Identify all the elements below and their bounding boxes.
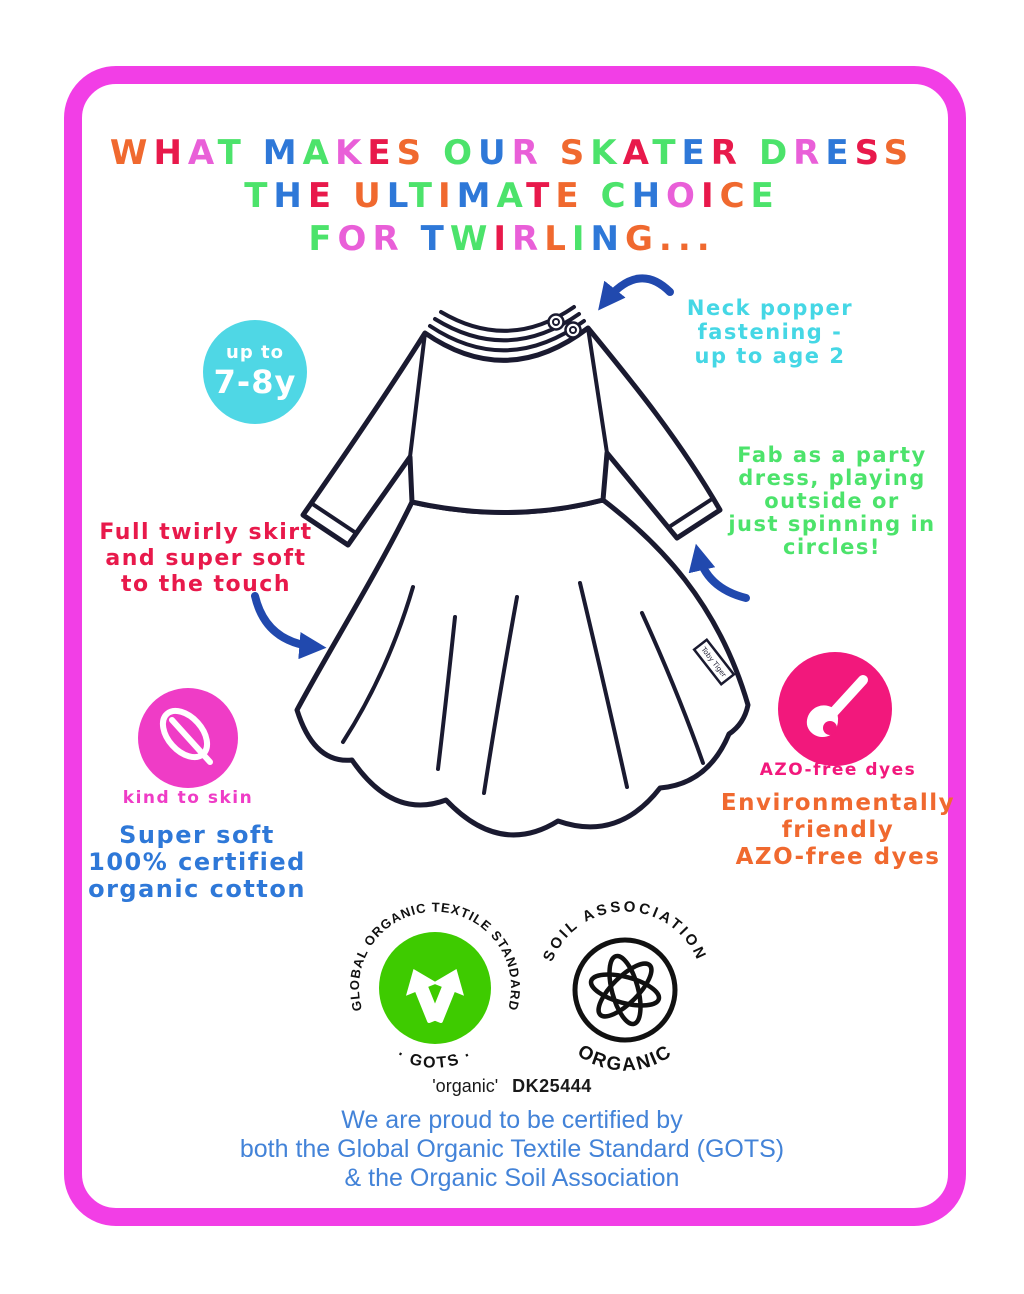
- neck-popper-note: Neck popper fastening - up to age 2: [686, 296, 854, 368]
- gots-ring-text: GLOBAL ORGANIC TEXTILE STANDARD: [346, 899, 524, 1013]
- organic-cotton-note: Super soft 100% certified organic cotton: [88, 821, 306, 903]
- page-title: [0, 132, 1024, 261]
- dress-tag-label: Toby Tiger: [699, 645, 728, 679]
- age-badge-upto: up to: [226, 342, 284, 363]
- azo-free-label: AZO-free dyes: [759, 760, 917, 780]
- twirly-skirt-note: Full twirly skirt and super soft to the touch: [99, 520, 313, 597]
- soil-bottom-text: ORGANIC: [573, 1040, 677, 1076]
- soil-knot-circle: [575, 940, 675, 1040]
- dress-bodice: [303, 328, 720, 545]
- dress-skirt: [297, 500, 748, 835]
- title-line-2: THE ULTIMATE CHOICE: [244, 176, 780, 216]
- soil-knot-loops: [588, 953, 662, 1027]
- svg-text:SOIL ASSOCIATION: [540, 898, 710, 964]
- title-line-3: FOR TWIRLING...: [308, 219, 716, 259]
- feather-icon: [138, 688, 238, 788]
- eco-dyes-note: Environmentally friendly AZO-free dyes: [720, 790, 956, 870]
- kind-to-skin-label: kind to skin: [122, 788, 254, 808]
- certification-statement: We are proud to be certified by both the Global Organic Textile Standard (GOTS) & the Organic Soil Association: [239, 1106, 785, 1192]
- paintbrush-icon: [778, 652, 892, 766]
- party-dress-note: Fab as a party dress, playing outside or just spinning in circles!: [728, 443, 936, 559]
- title-line-1: WHAT MAKES OUR SKATER DRESS: [109, 133, 915, 173]
- soil-ring-text: SOIL ASSOCIATION: [539, 898, 711, 965]
- gots-bottom-text: · GOTS ·: [394, 1046, 476, 1073]
- azo-free-badge: [778, 652, 892, 766]
- kind-to-skin-badge: [138, 688, 238, 788]
- gots-logo: [345, 893, 525, 1085]
- svg-text:ORGANIC: [574, 1041, 676, 1076]
- organic-certificate-code: 'organic' DK25444: [432, 1076, 592, 1096]
- svg-text:· GOTS ·: [394, 1046, 475, 1072]
- soil-association-logo: [533, 893, 718, 1085]
- gots-green-circle: [379, 932, 491, 1044]
- age-badge-range: 7-8y: [213, 363, 297, 401]
